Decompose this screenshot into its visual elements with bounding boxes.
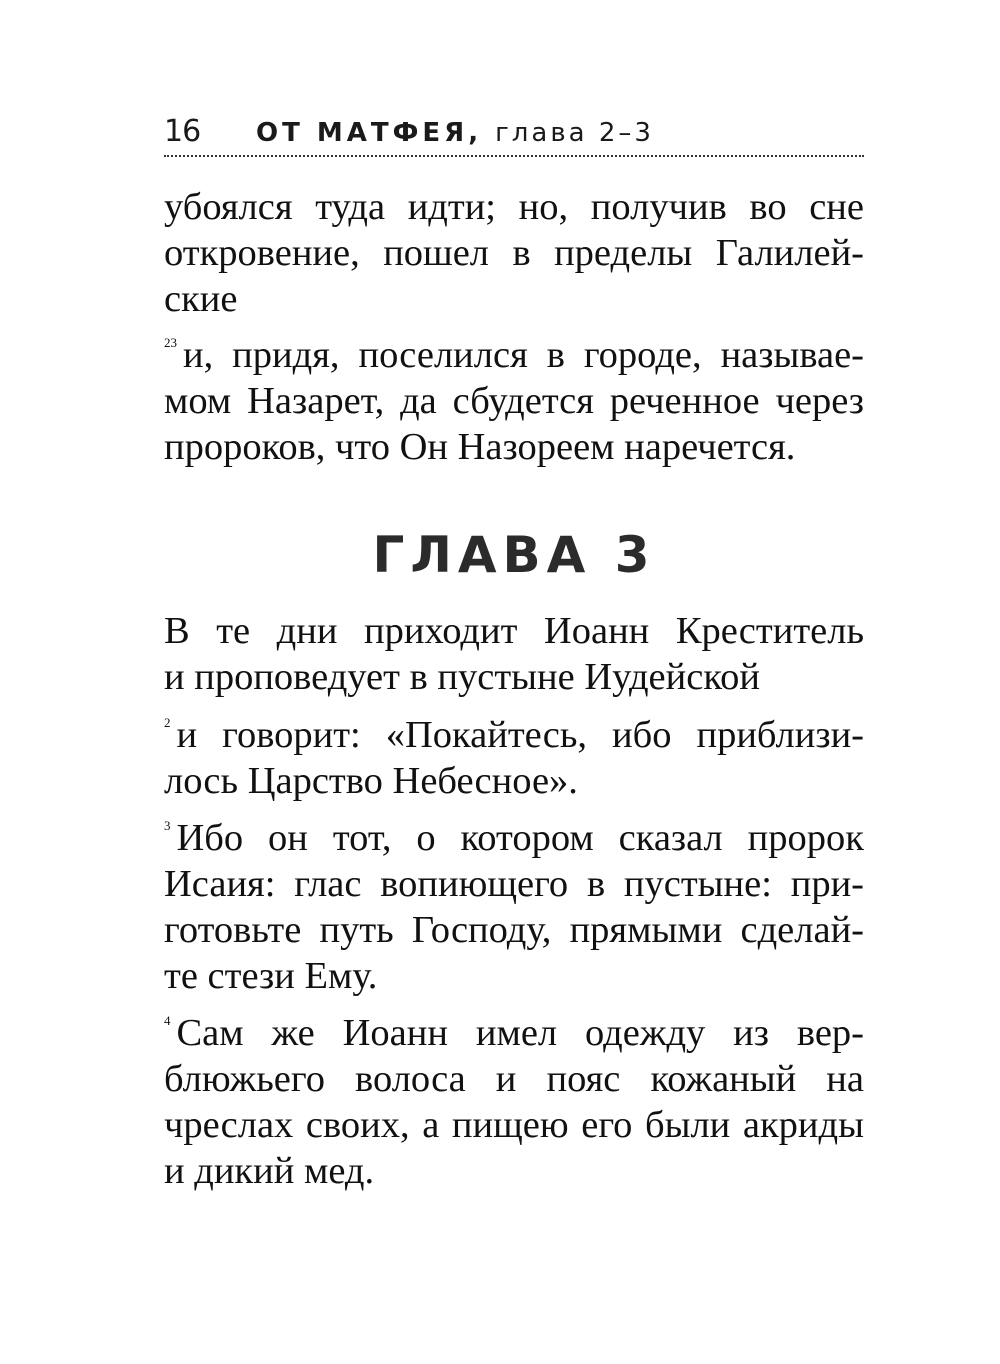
verse-line: откровение, пошел в пределы Галилей- [164,232,864,274]
verse-text: Ибо он тот, о котором сказал пророк [176,817,864,859]
verse-line [164,712,864,758]
verse-22-continuation [164,184,864,322]
verse-line: В те дни приходит Иоанн Креститель [164,610,864,652]
verse-line [164,332,864,378]
book-title [256,118,654,148]
verse-number: 2 [164,715,171,730]
verse-number: 4 [164,1013,171,1028]
chapter-range: глава 2–3 [495,118,654,148]
title-separator: , [468,118,483,148]
verse-4 [164,1010,864,1194]
verse-number: 3 [164,818,171,833]
book-title-text: ОТ МАТФЕЯ [256,118,469,148]
verse-3 [164,815,864,999]
verse-line [164,815,864,861]
verse-line: чреслах своих, а пищею его были акриды [164,1104,864,1146]
verse-text: и говорит: «Покайтесь, ибо приблизи- [176,714,864,756]
verse-line: блюжьего волоса и пояс кожаный на [164,1058,864,1100]
verse-23 [164,332,864,470]
verse-line: мом Назарет, да сбудется реченное через [164,380,864,422]
verse-text: Сам же Иоанн имел одежду из вер- [176,1012,864,1054]
chapter-heading: ГЛАВА 3 [372,526,656,584]
verse-line [164,1010,864,1056]
page-number: 16 [164,114,201,149]
verse-line: пророков, что Он Назореем наречется. [164,426,796,468]
verse-line: убоялся туда идти; но, получив во сне [164,186,864,228]
verse-line: Исаия: глас вопиющего в пустыне: при- [164,863,864,905]
verse-line: готовьте путь Господу, прямыми сделай- [164,909,864,951]
verse-1 [164,608,864,700]
verse-line: ские [164,278,238,320]
verse-line: и проповедует в пустыне Иудейской [164,656,760,698]
verse-line: те стези Ему. [164,955,378,997]
verse-line: и дикий мед. [164,1150,375,1192]
header-dotted-rule [164,155,864,157]
verse-line: лось Царство Небесное». [164,760,578,802]
running-header [164,108,864,158]
verse-number: 23 [164,335,177,350]
verse-2 [164,712,864,804]
verse-text: и, придя, поселился в городе, называе- [183,334,864,376]
